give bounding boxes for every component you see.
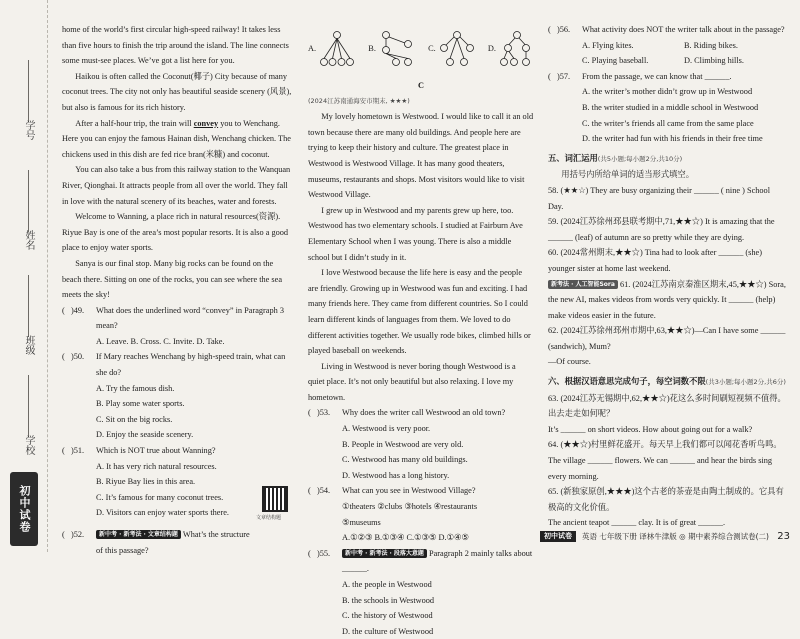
question-type-badge: 新中考 · 新考法 · 段落大意题 bbox=[342, 549, 427, 558]
question-64-answer[interactable]: The village ______ flowers. We can ______ and hear the birds sing every morning. bbox=[548, 456, 773, 481]
question-type-badge: 新考法 · 人工智能Sora bbox=[548, 280, 618, 289]
option-c[interactable]: C. Sit on the big rocks. bbox=[96, 414, 173, 424]
question-50: ( )50. If Mary reaches Wenchang by high-speed train, what can she do? bbox=[62, 352, 286, 378]
option-c[interactable]: C. Playing baseball. bbox=[582, 56, 649, 66]
option-a[interactable]: A. It has very rich natural resources. bbox=[96, 461, 217, 471]
structure-diagram-options bbox=[308, 20, 534, 78]
option-c[interactable]: C. the history of Westwood bbox=[342, 611, 433, 621]
class-field: 班级 bbox=[22, 275, 36, 355]
binding-sidebar bbox=[0, 0, 48, 552]
question-54: ( )54. What can you see in Westwood Village? bbox=[308, 486, 476, 496]
option-b[interactable]: B. People in Westwood are very old. bbox=[342, 439, 464, 449]
option-a[interactable]: A. Westwood is very poor. bbox=[342, 424, 431, 434]
question-56-options-row2 bbox=[548, 53, 786, 69]
passage-source: (2024江苏南通海安市期末, ★★★) bbox=[308, 96, 410, 105]
tree-diagram-icon bbox=[320, 30, 354, 68]
option-a[interactable]: A. Try the famous dish. bbox=[96, 383, 175, 393]
footer-brand: 初中试卷 bbox=[540, 531, 576, 542]
option-c[interactable]: C. It’s famous for many coconut trees. bbox=[96, 492, 224, 502]
option-a[interactable]: A. the writer’s mother didn’t grow up in Westwood bbox=[582, 87, 753, 97]
question-59[interactable]: 59. (2024江苏徐州邳县联考期中,71,★★☆) It is amazing that the ______ (leaf) of autumn are so pretty while they are dying. bbox=[548, 217, 775, 242]
school-field: 学校 bbox=[22, 375, 36, 455]
question-60[interactable]: 60. (2024常州期末,★★☆) Tina had to look after ______ (she) younger sister at home last weekend. bbox=[548, 248, 763, 273]
passage-paragraph: Sanya is our final stop. Many big rocks can be found on the beach there. Sitting on one of the rocks, you can see where the sea meets the sky! bbox=[62, 258, 283, 300]
passage-label: C bbox=[418, 81, 424, 90]
option-d[interactable]: D. Westwood has a long history. bbox=[342, 470, 450, 480]
question-65: 65. (新独家原创,★★★)这个古老的茶壶是由陶土制成的。它具有极高的文化价值。 bbox=[548, 487, 784, 512]
option-a[interactable]: A. the people in Westwood bbox=[342, 580, 432, 589]
question-52: ( )52. 新中考 · 新考法 · 文章结构题 What’s the structure of this passage? bbox=[62, 530, 250, 555]
question-62-reply: —Of course. bbox=[548, 357, 591, 367]
diagram-option-a[interactable]: A. bbox=[308, 30, 354, 68]
question-54-item5: ⑤museums bbox=[342, 517, 381, 527]
option-d[interactable]: D. Climbing hills. bbox=[684, 56, 744, 66]
student-id-field: 学号 bbox=[22, 60, 36, 140]
page-footer bbox=[540, 529, 790, 543]
qr-code[interactable] bbox=[262, 486, 288, 512]
diagram-option-d[interactable]: D. bbox=[488, 30, 534, 68]
option-d[interactable]: D. the culture of Westwood bbox=[342, 626, 434, 636]
column-left bbox=[62, 22, 294, 558]
option-d[interactable]: D. Enjoy the seaside scenery. bbox=[96, 430, 194, 440]
question-58[interactable]: 58. (★★☆) They are busy organizing their ______ ( nine ) School Day. bbox=[548, 185, 771, 211]
footer-title: 英语 七年级下册 译林牛津版 ◎ 期中素养综合测试卷(二) bbox=[582, 531, 769, 541]
question-49: ( )49. What does the underlined word “convey” in Paragraph 3 mean? bbox=[62, 305, 284, 331]
diagram-option-b[interactable]: B. bbox=[368, 30, 414, 68]
option-b[interactable]: B. Play some water sports. bbox=[96, 399, 185, 409]
brand-logo: 初中试卷 bbox=[10, 472, 38, 546]
tree-diagram-icon bbox=[380, 30, 414, 68]
page-number: 23 bbox=[777, 530, 790, 542]
passage-paragraph: home of the world’s first circular high-speed railway! It takes less than five hours to finish the trip around the island. The line connects some must-see places. We’ve got a list here for you. bbox=[62, 25, 289, 66]
question-56-options-row1 bbox=[548, 38, 786, 54]
question-55: ( )55. 新中考 · 新考法 · 段落大意题 Paragraph 2 mainly talks about ______. bbox=[308, 548, 533, 574]
option-c[interactable]: C. Westwood has many old buildings. bbox=[342, 455, 468, 465]
section-6-heading: 六、根据汉语意思完成句子，每空词数不限(共3小题;每小题2分,共6分) bbox=[548, 376, 786, 387]
question-61[interactable]: 新考法 · 人工智能Sora 61. (2024江苏南京秦淮区期末,45,★★☆) Sora, the new AI, makes videos from words very quickly. It ______ (help) make videos easier in the future. bbox=[548, 279, 786, 320]
option-b[interactable]: B. the schools in Westwood bbox=[342, 595, 435, 605]
option-b[interactable]: B. Riding bikes. bbox=[684, 40, 738, 50]
question-56: ( )56. What activity does NOT the writer talk about in the passage? bbox=[548, 25, 785, 34]
diagram-option-c[interactable]: C. bbox=[428, 30, 474, 68]
question-63-answer[interactable]: It’s ______ on short videos. How about going out for a walk? bbox=[548, 424, 753, 434]
question-64: 64. (★★☆)村里鲜花盛开。每天早上我们都可以闻花香听鸟鸣。 bbox=[548, 440, 782, 450]
question-63: 63. (2024江苏无锡期中,62,★★☆)花这么多时间刷短视频不值得。出去走走如何呢？ bbox=[548, 393, 786, 419]
question-51: ( )51. Which is NOT true about Wanning? bbox=[62, 446, 216, 456]
section-5-heading: 五、词汇运用(共5小题;每小题2分,共10分) bbox=[548, 152, 683, 163]
question-53: ( )53. Why does the writer call Westwood an old town? bbox=[308, 408, 506, 418]
name-field: 姓名 bbox=[22, 170, 36, 250]
column-middle bbox=[308, 22, 534, 639]
passage-paragraph: I love Westwood because the life here is easy and the people are friendly. Growing up in Westwood was fun and exciting. I had many friends here. They came from different countries. So I could learn different kinds of languages from them. We loved to do different activities together. We usually rode bikes, climbed hills or played baseball on weekends. bbox=[308, 268, 531, 356]
qr-caption: 文章结构题 bbox=[256, 515, 282, 521]
option-c[interactable]: C. the writer’s friends all came from the same place bbox=[582, 118, 754, 128]
passage-paragraph: Living in Westwood is never boring though Westwood is a quiet place. It’s not only beautiful but also relaxing. I love my hometown. bbox=[308, 361, 516, 402]
passage-paragraph: You can also take a bus from this railway station to the Wanquan River, Qionghai. It attracts people from all over the world. They fall in love with the natural scenery of its beaches, water and forests. bbox=[62, 165, 291, 206]
question-54-options[interactable]: A.①②③ B.①③④ C.①③⑤ D.①④⑤ bbox=[342, 533, 469, 543]
question-65-answer[interactable]: The ancient teapot ______ clay. It is of great ______. bbox=[548, 518, 726, 528]
option-b[interactable]: B. the writer studied in a middle school in Westwood bbox=[582, 102, 759, 112]
passage-paragraph: After a half-hour trip, the train will convey you to Wenchang. Here you can enjoy the famous Hainan dish, Wenchang chicken. The chickens used in this dish are fed rice bran(米糠) and coconut. bbox=[62, 118, 291, 159]
option-d[interactable]: D. the writer had fun with his friends in their free time bbox=[582, 134, 763, 144]
question-49-options[interactable]: A. Leave. B. Cross. C. Invite. D. Take. bbox=[96, 336, 225, 346]
question-57: ( )57. From the passage, we can know that ______. bbox=[548, 71, 732, 81]
tree-diagram-icon bbox=[500, 30, 534, 68]
section-5-instruction: 用括号内所给单词的适当形式填空。 bbox=[561, 170, 695, 180]
option-a[interactable]: A. Flying kites. bbox=[582, 40, 634, 50]
passage-paragraph: Welcome to Wanning, a place rich in natural resources(资源). Riyue Bay is one of the area’s most popular resorts. It is also a good place to enjoy water sports. bbox=[62, 212, 289, 253]
question-62[interactable]: 62. (2024江苏徐州邳州市期中,63,★★☆)—Can I have some ______ (sandwich), Mum? bbox=[548, 326, 786, 351]
passage-paragraph: I grew up in Westwood and my parents grew up here, too. Westwood has two elementary schools. I studied at Fairburn Ave Elementary School when I was young. There is also a middle school but I didn’t study in it. bbox=[308, 205, 523, 262]
column-right bbox=[548, 22, 786, 531]
passage-paragraph: Haikou is often called the Coconut(椰子) City because of many coconut trees. The city not only has beautiful seaside scenery (风景), but also is famous for its rich history. bbox=[62, 71, 292, 112]
tree-diagram-icon bbox=[440, 30, 474, 68]
question-54-items: ①theaters ②clubs ③hotels ④restaurants bbox=[342, 502, 478, 512]
passage-paragraph: My lovely hometown is Westwood. I would like to call it an old town because there are many old buildings. And people here are trying to keep their history and culture. The greatest place in Westwood is Westwood Village. It has many good theaters, museums, restaurants and shops. Most visitors would like to visit Westwood Village. bbox=[308, 112, 534, 200]
question-type-badge: 新中考 · 新考法 · 文章结构题 bbox=[96, 530, 181, 539]
option-b[interactable]: B. Riyue Bay lies in this area. bbox=[96, 477, 196, 487]
option-d[interactable]: D. Visitors can enjoy water sports there. bbox=[96, 508, 229, 518]
underlined-word: convey bbox=[193, 118, 219, 128]
